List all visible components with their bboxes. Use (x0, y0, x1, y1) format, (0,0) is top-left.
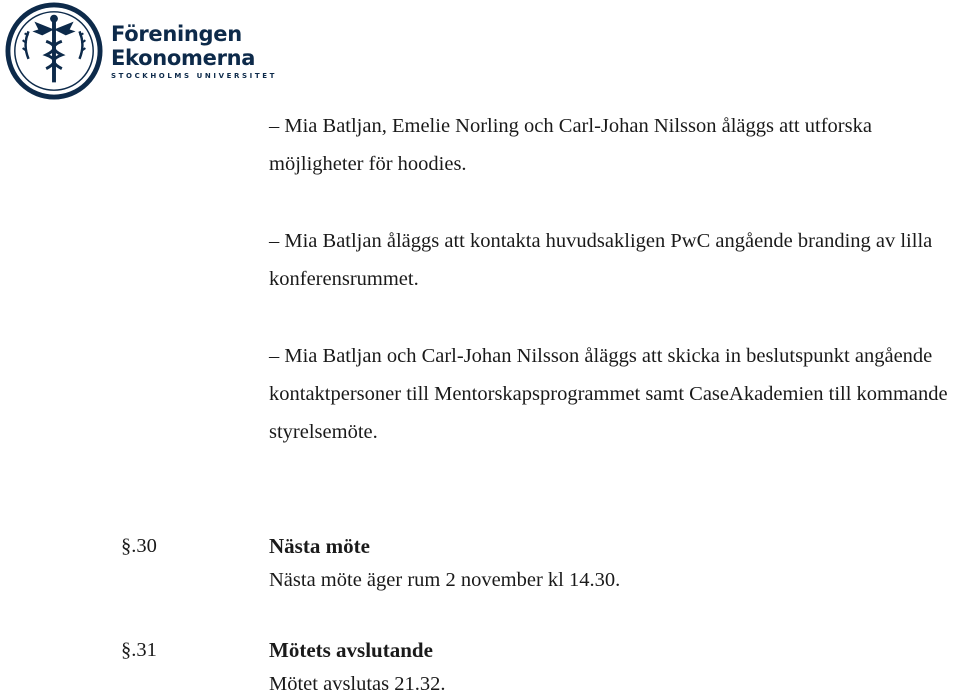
section-title: Mötets avslutande (269, 638, 433, 662)
logo-wordmark (111, 22, 277, 80)
section-title: Nästa möte (269, 534, 370, 558)
section-number: §.30 (121, 535, 157, 557)
seal-icon (5, 2, 103, 100)
action-item-2: – Mia Batljan åläggs att kontakta huvudsakligen PwC angående branding av lilla konferensrummet. (269, 230, 933, 290)
logo-line-2: Ekonomerna (111, 46, 256, 70)
section-body: Mötet avslutas 21.32. (269, 673, 446, 695)
logo-line-3: STOCKHOLMS UNIVERSITET (111, 72, 277, 80)
section-body: Nästa möte äger rum 2 november kl 14.30. (269, 569, 621, 591)
logo-line-1: Föreningen (111, 22, 242, 46)
organization-logo (5, 2, 277, 100)
action-item-1: – Mia Batljan, Emelie Norling och Carl-Johan Nilsson åläggs att utforska möjligheter för hoodies. (269, 115, 872, 175)
action-item-3: – Mia Batljan och Carl-Johan Nilsson åläggs att skicka in beslutspunkt angående kontaktpersoner till Mentorskapsprogrammet samt CaseAkademien till kommande styrelsemöte. (269, 345, 948, 443)
section-number: §.31 (121, 639, 157, 661)
